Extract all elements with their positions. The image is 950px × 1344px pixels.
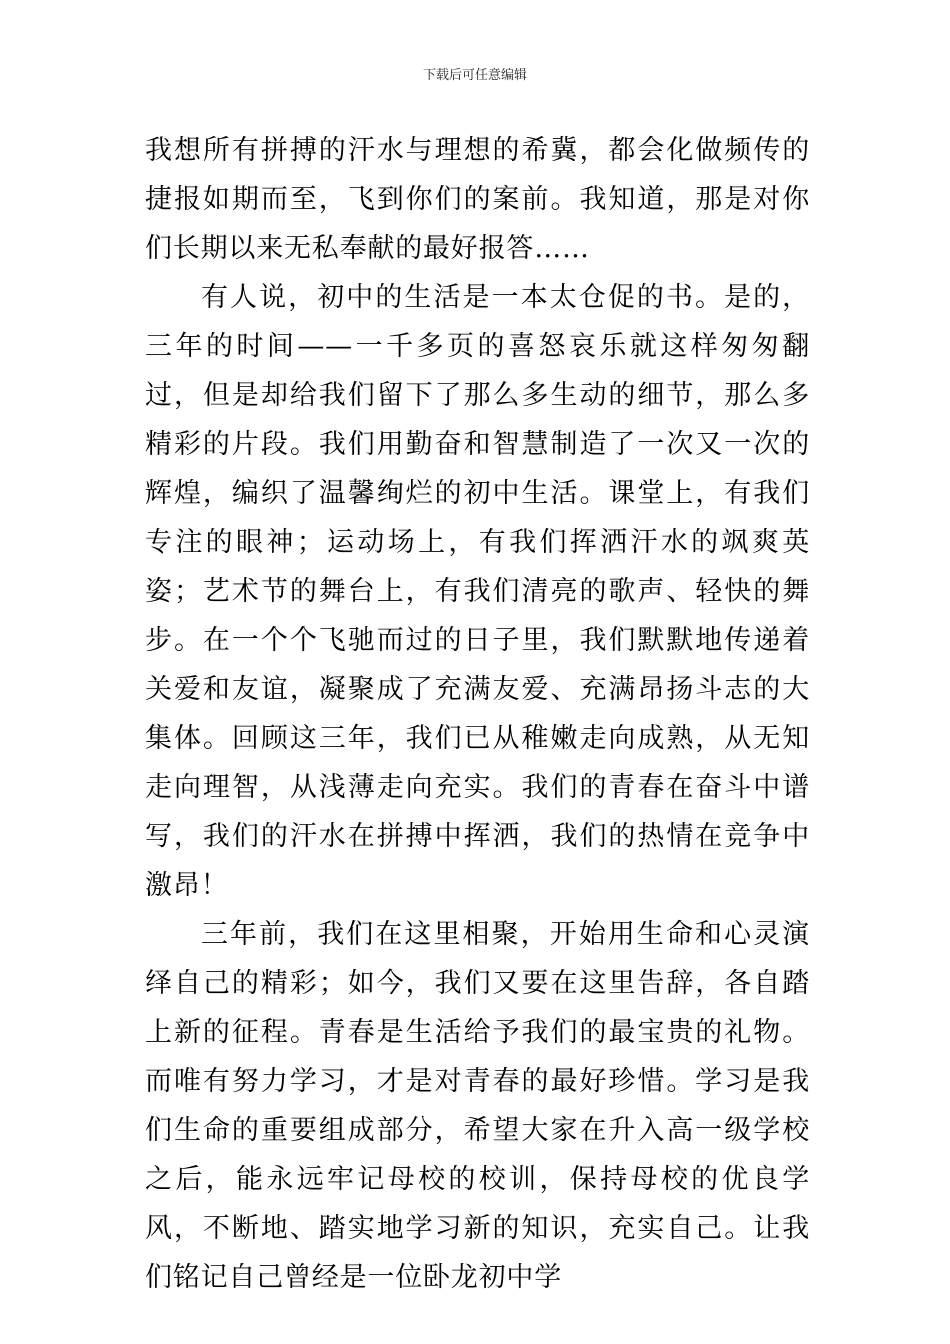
paragraph-1: 我想所有拼搏的汗水与理想的希冀，都会化做频传的捷报如期而至，飞到你们的案前。我知道，那是对你们长期以来无私奉献的最好报答……: [145, 135, 810, 264]
page-header: 下载后可任意编辑: [422, 68, 527, 83]
document-body: [145, 126, 810, 1302]
paragraph-3: 三年前，我们在这里相聚，开始用生命和心灵演绎自己的精彩；如今，我们又要在这里告辞，各自踏上新的征程。青春是生活给予我们的最宝贵的礼物。而唯有努力学习，才是对青春的最好珍惜。学习是我们生命的重要组成部分，希望大家在升入高一级学校之后，能永远牢记母校的校训，保持母校的优良学风，不断地、踏实地学习新的知识，充实自己。让我们铭记自己曾经是一位卧龙初中学: [145, 919, 810, 1293]
paragraph-2: 有人说，初中的生活是一本太仓促的书。是的，三年的时间——一千多页的喜怒哀乐就这样匆匆翻过，但是却给我们留下了那么多生动的细节，那么多精彩的片段。我们用勤奋和智慧制造了一次又一次的辉煌，编织了温馨绚烂的初中生活。课堂上，有我们专注的眼神；运动场上，有我们挥洒汗水的飒爽英姿；艺术节的舞台上，有我们清亮的歌声、轻快的舞步。在一个个飞驰而过的日子里，我们默默地传递着关爱和友谊，凝聚成了充满友爱、充满昂扬斗志的大集体。回顾这三年，我们已从稚嫩走向成熟，从无知走向理智，从浅薄走向充实。我们的青春在奋斗中谱写，我们的汗水在拼搏中挥洒，我们的热情在竞争中激昂！: [145, 282, 810, 901]
